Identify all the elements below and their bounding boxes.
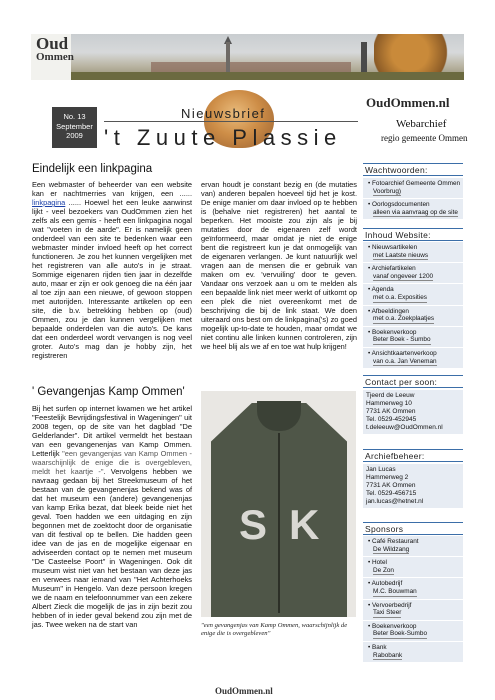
- oudommen-logo: [36, 34, 74, 63]
- sidebar-item-title: Oorlogsdocumenten: [372, 201, 430, 209]
- sidebar-item-sub: met o.a. Exposities: [373, 293, 427, 301]
- jacket-photo: [201, 391, 356, 617]
- contact-email[interactable]: t.deleeuw@OudOmmen.nl: [366, 424, 443, 431]
- sidebar-item-title: Agenda: [371, 286, 394, 294]
- sidebar-item-nieuwsartikelen[interactable]: • Nieuwsartikelen met Laatste nieuws: [363, 242, 463, 263]
- newsletter-title: 't Zuute Plassie: [104, 125, 342, 150]
- sponsor-sub: De Wildzang: [373, 545, 410, 553]
- sidebar-item-title: Ansichtkaartenverkoop: [371, 349, 437, 357]
- sidebar-item-sub: met o.a. Zoekplaatjes: [373, 315, 435, 323]
- issue-year: 2009: [66, 131, 83, 140]
- newsletter-label: Nieuwsbrief: [181, 106, 266, 121]
- logo-line2: Ommen: [36, 51, 74, 63]
- sidebar-item-archiefartikelen[interactable]: • Archiefartikelen vanaf ongeveer 1200: [363, 263, 463, 284]
- sponsor-boekenverkoop[interactable]: • Boekenverkoop Beter Boek-Sumbo: [363, 621, 463, 642]
- sponsor-sub: M.C. Bouwman: [373, 587, 417, 595]
- article-quote: "een gevangenjas van Kamp Ommen - waarschijnlijk de enige die is overgebleven, meldt het kaartje -": [32, 449, 193, 476]
- sidebar-item-title: Boekenverkoop: [372, 328, 417, 336]
- banner-church-tower: [226, 42, 230, 72]
- sponsor-bank[interactable]: • Bank Rabobank: [363, 642, 463, 663]
- issue-box: [52, 107, 97, 148]
- webarchief-label: Webarchief: [396, 118, 447, 130]
- title-rule: [104, 121, 358, 122]
- sponsor-title: Hotel: [372, 559, 387, 567]
- sidebar-item-sub: alleen via aanvraag op de site: [373, 208, 458, 216]
- archief-street: Hammerweg 2: [366, 474, 409, 481]
- archief-email[interactable]: jan.lucas@hetnet.nl: [366, 498, 424, 505]
- sponsor-sub: Beter Boek-Sumbo: [373, 630, 427, 638]
- sidebar-item-sub: vanaf ongeveer 1200: [373, 272, 434, 280]
- contact-street: Hammerweg 10: [366, 400, 412, 407]
- sidebar-item-title: Archiefartikelen: [371, 265, 416, 273]
- archief-phone: Tel. 0529-456715: [366, 490, 417, 497]
- sidebar-item-boekenverkoop[interactable]: • Boekenverkoop Beter Boek - Sumbo: [363, 327, 463, 348]
- contact-city: 7731 AK Ommen: [366, 408, 416, 415]
- linkpagina-link[interactable]: linkpagina: [32, 198, 66, 207]
- photo-caption: "een gevangenjas van Kamp Ommen, waarschijnlijk de enige die is overgebleven": [201, 622, 348, 637]
- sidebar-wachtwoorden: [363, 178, 463, 220]
- banner-field: [71, 72, 464, 80]
- sidebar-item-afbeeldingen[interactable]: • Afbeeldingen met o.a. Zoekplaatjes: [363, 306, 463, 327]
- sidebar-heading-archiefbeheer: Archiefbeheer:: [363, 449, 463, 462]
- article-text: Bij het surfen op internet kwamen we het artikel "Feestelijk Bevrijdingsfestival in Wageningen" uit 2008 tegen, op de site van het dagblad "De Gelderlander". Dit artikel vermeldt het bestaan van een gevangenenjas van Kamp Ommen. Letterlijk: [32, 404, 192, 458]
- footer-logo: OudOmmen.nl: [215, 686, 273, 696]
- article-text: ...... Hoewel het een leuke aanwinst lijkt - veel bezoekers van OudOmmen zien het zelfs als een gemis - heeft een linkpagina nogal wat "voeten in de aarde". Er is namelijk geen onderdeel van een site te bedenken waar een webmaster minder invloed heeft op het correct functioneren. Je zou het kunnen vergelijken met het registreren van alle auto's in je straat. Sommige eigenaren rijden tien jaar in dezelfde auto, maar er zijn er ook genoeg die na één jaar al toe zijn aan een nieuwe, of gewoon stoppen met autorijden. Interessante artikelen op een site, die b.v. betrekking hebben op (oud) Ommen, zou je dan kunnen vergelijken met bepaalde onderdelen van die auto's. De kans dat een onderdeel wordt vervangen is nog veel groter. Auto's mag dan je hobby zijn, het registreren: [32, 198, 192, 360]
- logo-box: [31, 34, 74, 80]
- article-heading-linkpagina: Eindelijk een linkpagina: [32, 163, 153, 175]
- sidebar-inhoud: [363, 242, 463, 369]
- contact-name: Tjeerd de Leeuw: [366, 392, 415, 399]
- header-banner: [31, 34, 464, 80]
- sidebar-heading-wachtwoorden: Wachtwoorden:: [363, 163, 463, 176]
- sidebar-contact: [363, 390, 463, 434]
- sponsor-title: Vervoerbedrijf: [372, 601, 412, 609]
- sidebar-heading-contact: Contact per soon:: [363, 375, 463, 388]
- sponsor-sub: De Zon: [373, 566, 394, 574]
- contact-phone: Tel. 0529-452945: [366, 416, 417, 423]
- article-text: Een webmaster of beheerder van een website kan er nachtmerries van krijgen, een ......: [32, 180, 192, 198]
- issue-month: September: [56, 121, 93, 131]
- site-logo: OudOmmen.nl: [366, 95, 450, 110]
- sidebar-item-agenda[interactable]: • Agenda met o.a. Exposities: [363, 284, 463, 305]
- issue-number: No. 13: [63, 112, 86, 121]
- jacket-letters: SK: [239, 501, 342, 548]
- region-label: regio gemeente Ommen: [381, 133, 468, 143]
- banner-windmill: [361, 42, 367, 72]
- sponsor-sub: Taxi Steer: [373, 609, 402, 617]
- sponsor-title: Bank: [372, 643, 387, 651]
- sponsor-title: Boekenverkoop: [372, 622, 417, 630]
- sponsor-title: Café Restaurant: [372, 538, 419, 545]
- sidebar-heading-inhoud: Inhoud Website:: [363, 228, 463, 241]
- logo-line1: Oud: [36, 34, 69, 53]
- sidebar-item-ansichtkaarten[interactable]: • Ansichtkaartenverkoop van o.a. Jan Veneman: [363, 348, 463, 369]
- sidebar-heading-sponsors: Sponsors: [363, 522, 463, 535]
- sidebar-item-title: Fotoarchief Gemeente Ommen: [372, 180, 461, 187]
- article-heading-gevangenjas: ' Gevangenjas Kamp Ommen': [32, 386, 185, 398]
- sidebar-item-fotoarchief[interactable]: • Fotoarchief Gemeente Ommen Voorbrug): [363, 178, 463, 199]
- sponsor-sub: Rabobank: [373, 651, 403, 659]
- sidebar-sponsors: [363, 536, 463, 663]
- article-gevangenjas-text: [32, 404, 192, 629]
- sponsor-hotel[interactable]: • Hotel De Zon: [363, 557, 463, 578]
- sidebar-item-sub: met Laatste nieuws: [373, 251, 429, 259]
- sidebar-item-sub: Voorbrug): [373, 187, 402, 195]
- sidebar-item-oorlogsdocumenten[interactable]: • Oorlogsdocumenten alleen via aanvraag op de site: [363, 199, 463, 220]
- sponsor-wildzang[interactable]: • Café Restaurant De Wildzang: [363, 536, 463, 557]
- sponsor-autobedrijf[interactable]: • Autobedrijf M.C. Bouwman: [363, 578, 463, 599]
- sponsor-title: Autobedrijf: [371, 580, 403, 588]
- sidebar-item-sub: Beter Boek - Sumbo: [373, 336, 431, 344]
- article-text: . Vervolgens hebben we navraag gedaan bij het Streekmuseum of het bestaan van de gevangenenjas bekend was of dat het museum een (andere) gevangenenjas van kamp Erika bezat, dat bleek beide niet het geval. Toen hadden we een uitdaging en zijn begonnen met de zoektocht door de organisatie van dit festival op te bellen. Die hadden geen idee van de jas en de mogelijke eigenaar en adviseerden contact op te nemen met museum "De Casteelse Poort" in Wageningen. Ook dit museum wist niet van het bestaan van deze jas en verwees naar iemand van "Het Achterhoeks Museum" in Hengelo. Van deze persoon kregen we de naam en telefoonnummer van een zekere Albert Zieck die mogelijk de jas in zijn bezit zou hebben of in ieder geval bekend zou zijn met de jas. Twee weken na de start van: [32, 467, 193, 629]
- sidebar-item-title: Afbeeldingen: [371, 307, 409, 315]
- article-linkpagina-col1: [32, 180, 192, 360]
- sidebar-item-title: Nieuwsartikelen: [372, 244, 418, 251]
- article-linkpagina-col2: ervan houdt je constant bezig en (de mutaties van) anderen bepalen hoeveel tijd het je kost. De enige manier om daar invloed op te hebben is (behalve niet registreren) het aantal te beperken. Het mooiste zou zijn als je bij mutaties door de eigenaren zelf wordt geïnformeerd, maar omdat je niet de enige bent die registreert kun je dat onmogelijk van de eigenaren verlangen. Je kunt natuurlijk wel vragen aan de mensen die er gebruik van maken om ev. 'vervuiling' door te geven. Vandaar ons verzoek aan u om te melden als een bepaalde link niet meer werkt of uitkomt op een plek die niet overeenkomt met de beschrijving die bij de link staat. We doen uiteraard ons best om de linkpagina('s) zo goed mogelijk up-to-date te houden, maar omdat we niet continu alle linken kunnen controleren, zijn we heel blij als we af en toe wat hulp krijgen!: [201, 180, 357, 351]
- sponsor-vervoerbedrijf[interactable]: • Vervoerbedrijf Taxi Steer: [363, 600, 463, 621]
- sidebar-item-sub: van o.a. Jan Veneman: [373, 357, 437, 365]
- archief-name: Jan Lucas: [366, 466, 396, 473]
- archief-city: 7731 AK Ommen: [366, 482, 416, 489]
- sidebar-archiefbeheer: [363, 464, 463, 508]
